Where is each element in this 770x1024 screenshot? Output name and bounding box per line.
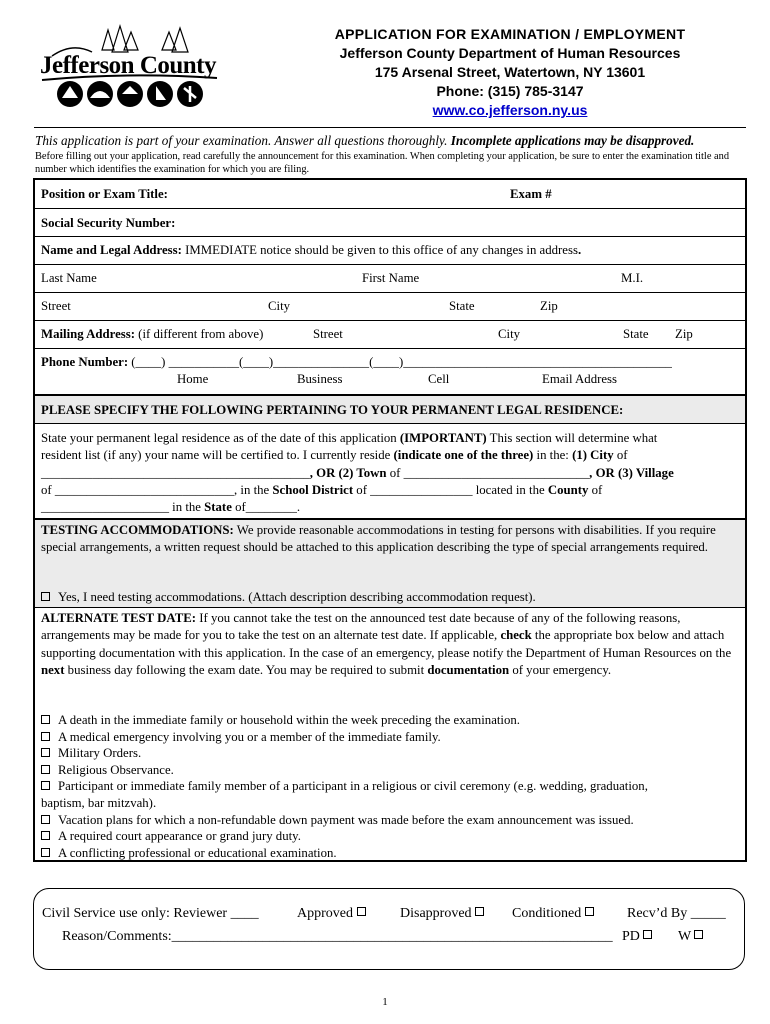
- state-label: State: [449, 299, 475, 313]
- alt-reason-checkbox[interactable]: [41, 781, 50, 790]
- phone-label: Phone Number: (____) ___________(____)_______________(____)__________________________________________: [41, 355, 672, 369]
- jefferson-county-logo: [32, 22, 222, 122]
- ssn-row[interactable]: [35, 209, 745, 237]
- phone-row[interactable]: [35, 349, 745, 395]
- cell-phone-label: Cell: [428, 372, 450, 386]
- mailing-street-label: Street: [313, 327, 343, 341]
- address-fields-row[interactable]: [35, 293, 745, 321]
- conditioned-checkbox[interactable]: [585, 907, 594, 916]
- name-fields-row[interactable]: [35, 265, 745, 293]
- alt-reason-ceremony-continued: baptism, bar mitzvah).: [41, 795, 157, 810]
- mi-label: M.I.: [621, 271, 644, 285]
- alt-reason-checkbox[interactable]: [41, 748, 50, 757]
- alt-reason-checkbox[interactable]: [41, 815, 50, 824]
- testing-accommodations-section: [35, 520, 745, 608]
- residence-section[interactable]: [35, 424, 745, 520]
- disapproved-option[interactable]: Disapproved: [400, 906, 484, 922]
- email-label: Email Address: [542, 372, 617, 386]
- alt-reason-religious[interactable]: Religious Observance.: [41, 762, 741, 779]
- alt-reason-ceremony[interactable]: Participant or immediate family member of a participant in a religious or civil ceremony (e.g. wedding, graduation,: [41, 778, 741, 795]
- alt-reason-military[interactable]: Military Orders.: [41, 745, 741, 762]
- first-name-label: First Name: [362, 271, 420, 285]
- department-name: Jefferson County Department of Human Resources: [339, 45, 681, 61]
- alt-reason-checkbox[interactable]: [41, 765, 50, 774]
- alternate-reasons-list: [41, 712, 741, 861]
- department-phone: Phone: (315) 785-3147: [436, 83, 584, 99]
- mailing-city-label: City: [498, 327, 521, 341]
- intro-instructions: Before filling out your application, read carefully the announcement for this examination. When completing your application, be sure to enter the examination title and number which identifies the examination for which you are filing.: [35, 151, 730, 175]
- application-form: [33, 178, 747, 862]
- alt-reason-checkbox[interactable]: [41, 848, 50, 857]
- testing-accommodations-checkbox-row[interactable]: [41, 589, 741, 606]
- alt-reason-death[interactable]: A death in the immediate family or household within the week preceding the examination.: [41, 712, 741, 729]
- alt-reason-vacation[interactable]: Vacation plans for which a non-refundable down payment was made before the exam announcement was issued.: [41, 812, 741, 829]
- business-phone-label: Business: [297, 372, 343, 386]
- approved-checkbox[interactable]: [357, 907, 366, 916]
- residence-heading: PLEASE SPECIFY THE FOLLOWING PERTAINING TO YOUR PERMANENT LEGAL RESIDENCE:: [41, 403, 624, 417]
- alt-reason-exam[interactable]: A conflicting professional or educational examination.: [41, 845, 741, 862]
- page-number: 1: [382, 996, 388, 1008]
- intro-line: This application is part of your examination. Answer all questions thoroughly. Incomplete applications may be disapproved.: [35, 133, 695, 148]
- form-title: APPLICATION FOR EXAMINATION / EMPLOYMENT: [334, 26, 686, 42]
- residence-text: State your permanent legal residence as of the date of this application (IMPORTANT) This section will determine what resident list (if any) your name will be certified to. I currently reside (indicate one of the three) in the: (1) City of __________________________________________, OR (2) Town of _____________________________, OR (3) Village of ____________________________, in the School District of ________________ located in the County of ____________________ in the State of________.: [41, 431, 674, 515]
- logo-text: Jefferson County: [40, 52, 217, 79]
- civil-service-box: [33, 888, 745, 970]
- residence-heading-row: [35, 395, 745, 424]
- mailing-address-row[interactable]: [35, 321, 745, 349]
- mailing-address-label: Mailing Address: (if different from above): [41, 327, 264, 341]
- position-label: Position or Exam Title:: [41, 187, 168, 201]
- pd-checkbox[interactable]: [643, 930, 652, 939]
- alt-reason-checkbox[interactable]: [41, 831, 50, 840]
- name-legal-label: Name and Legal Address: IMMEDIATE notice should be given to this office of any changes in address.: [41, 243, 582, 257]
- received-by-label: Recv’d By _____: [627, 906, 726, 921]
- last-name-label: Last Name: [41, 271, 97, 285]
- reason-comments-label: Reason/Comments:_______________________________________________________________: [62, 929, 613, 944]
- name-legal-row: [35, 237, 745, 265]
- testing-accommodations-checkbox[interactable]: [41, 592, 50, 601]
- pd-option[interactable]: PD: [622, 929, 652, 945]
- exam-number-label: Exam #: [510, 187, 552, 201]
- mailing-state-label: State: [623, 327, 649, 341]
- zip-label: Zip: [540, 299, 558, 313]
- home-phone-label: Home: [177, 372, 209, 386]
- alt-reason-court[interactable]: A required court appearance or grand jury duty.: [41, 828, 741, 845]
- testing-accommodations-text: TESTING ACCOMMODATIONS: We provide reasonable accommodations in testing for persons with disabilities. If you require special arrangements, a written request should be attached to this application describing the type of special arrangements required.: [41, 523, 716, 555]
- alt-reason-checkbox[interactable]: [41, 715, 50, 724]
- testing-accommodations-option: Yes, I need testing accommodations. (Attach description describing accommodation request).: [58, 590, 536, 604]
- alternate-test-date-text: ALTERNATE TEST DATE: If you cannot take the test on the announced test date because of any of the following reasons, arrangements may be made for you to take the test on an alternate test date. If applicable, check the appropriate box below and attach supporting documentation with this application. In the case of an emergency, please notify the Department of Human Resources on the next business day following the exam date. You may be required to submit documentation of your emergency.: [41, 611, 732, 677]
- position-row[interactable]: [35, 180, 745, 209]
- department-address: 175 Arsenal Street, Watertown, NY 13601: [374, 64, 646, 80]
- street-label: Street: [41, 299, 71, 313]
- city-label: City: [268, 299, 291, 313]
- conditioned-option[interactable]: Conditioned: [512, 906, 594, 922]
- w-checkbox[interactable]: [694, 930, 703, 939]
- alt-reason-checkbox[interactable]: [41, 732, 50, 741]
- header-divider: [34, 127, 746, 128]
- alternate-test-date-section: [35, 608, 745, 860]
- mailing-zip-label: Zip: [675, 327, 693, 341]
- website-link[interactable]: www.co.jefferson.ny.us: [432, 102, 588, 118]
- disapproved-checkbox[interactable]: [475, 907, 484, 916]
- reviewer-label: Civil Service use only: Reviewer ____: [42, 906, 259, 921]
- alt-reason-medical[interactable]: A medical emergency involving you or a member of the immediate family.: [41, 729, 741, 746]
- approved-option[interactable]: Approved: [297, 906, 366, 922]
- ssn-label: Social Security Number:: [41, 216, 176, 230]
- w-option[interactable]: W: [678, 929, 703, 945]
